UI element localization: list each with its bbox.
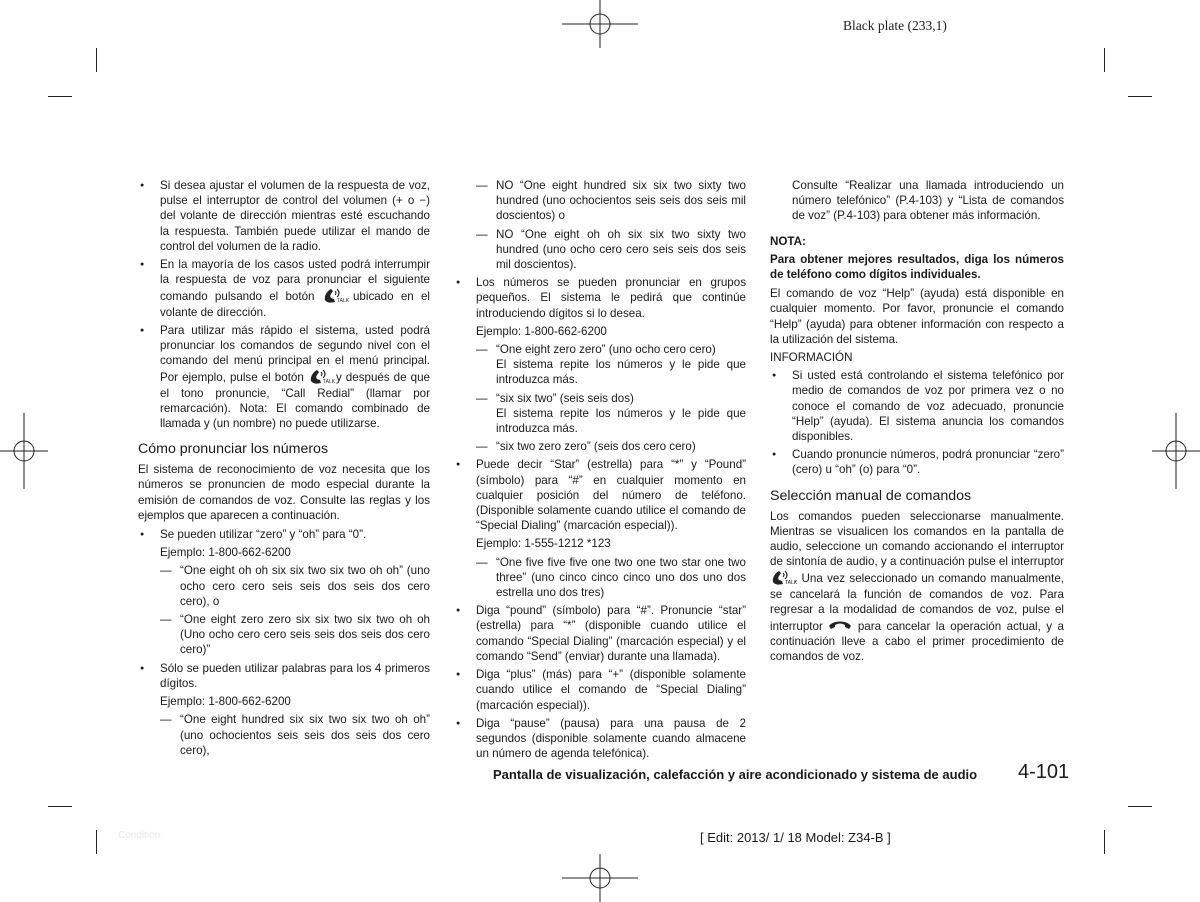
hang-up-phone-icon <box>828 617 852 633</box>
dash-item: — “One five five five one two one two star one two three” (uno cinco cinco cinco uno dos uno dos estrella uno dos tres) <box>476 555 746 600</box>
list-item: ● Sólo se pueden utilizar palabras para los 4 primeros dígitos. <box>138 661 430 691</box>
section-heading: Cómo pronunciar los números <box>138 441 329 458</box>
dash-item: — “six six two” (seis seis dos) El sistema repite los números y le pide que introduzca más. <box>476 391 746 436</box>
crop-mark-top-right-h <box>1128 96 1152 97</box>
footer-section-title: Pantalla de visualización, calefacción y aire acondicionado y sistema de audio <box>493 767 978 782</box>
dash-item: — “One eight zero zero six six two six two oh oh (Uno ocho cero cero seis seis dos seis dos cero cero)” <box>160 613 430 657</box>
crop-mark-bottom-right-v <box>1104 830 1105 854</box>
registration-mark-icon <box>0 413 48 489</box>
example-line: Ejemplo: 1-800-662-6200 <box>476 324 607 338</box>
list-item: ● Diga “pause” (pausa) para una pausa de 2 segundos (disponible solamente cuando almacene un número de agenda telefónica). <box>454 716 746 762</box>
crop-mark-top-left-v <box>96 48 97 72</box>
page-number: 4-101 <box>1018 761 1070 783</box>
example-line: Ejemplo: 1-800-662-6200 <box>160 695 291 709</box>
dash-item: — NO “One eight hundred six six two sixty two hundred (uno ochocientos seis seis dos seis mil doscientos) o <box>476 179 746 223</box>
crop-mark-bottom-right-h <box>1128 806 1152 807</box>
list-item: ● Si usted está controlando el sistema telefónico por medio de comandos de voz por primera vez o no conoce el comando de voz adecuado, pronuncie “Help” (ayuda). El sistema anuncia los comandos disponibles. <box>770 368 1064 444</box>
registration-mark-icon <box>562 0 638 48</box>
dash-item: — “One eight zero zero” (uno ocho cero cero) El sistema repite los números y le pide que introduzca más. <box>476 343 746 387</box>
list-item: ● Los números se pueden pronunciar en grupos pequeños. El sistema le pedirá que continúe introduciendo dígitos si lo desea. <box>454 275 746 321</box>
note-heading: NOTA: <box>770 234 806 248</box>
plate-label: Black plate (233,1) <box>843 18 947 33</box>
paragraph: Los comandos pueden seleccionarse manualmente. Mientras se visualicen los comandos en la pantalla de audio, seleccione un comando accionando el interruptor de sintonía de audio, y a continuación pulse el interruptor TALK . Una vez seleccionado un comando manualmente, se cancelará la función de comandos de voz. Para regresar a la modalidad de comandos de voz, pulse el interruptor para cancelar la operación actual, y a continuación lleve a cabo el primer procedimiento de comandos de voz. <box>770 509 1065 664</box>
list-item: ● Diga “plus” (más) para “+” (disponible solamente cuando utilice el comando de “Special Dialing” (marcación especial)). <box>454 667 746 713</box>
list-item: ● Puede decir “Star” (estrella) para “*” y “Pound” (símbolo) para “#” en cualquier momento en cualquier posición del número de teléfono. (Disponible solamente cuando utilice el comando de “Special Dialing” (marcación especial)). <box>454 457 746 533</box>
list-item: ● Para utilizar más rápido el sistema, usted podrá pronunciar los comandos de segundo nivel con el comando del menú principal en el menú principal. Por ejemplo, pulse el botón TALK y después de que el tono pronuncie, “Call Redial” (llamar por remarcación). Nota: El comando combinado de llamada y (un nombre) no puede utilizarse. <box>138 323 430 431</box>
dash-item: — “six two zero zero” (seis dos cero cero) <box>476 440 696 454</box>
list-item: ● En la mayoría de los casos usted podrá interrumpir la respuesta de voz para pronunciar el siguiente comando pulsando el botón TALK ubicado en el volante de dirección. <box>138 257 430 320</box>
paragraph: Consulte “Realizar una llamada introduciendo un número telefónico” (P.4-103) y “Lista de comandos de voz” (P.4-103) para obtener más información. <box>792 179 1064 223</box>
list-item: ● Diga “pound” (símbolo) para “#”. Pronuncie “star” (estrella) para “*” (disponible cuando utilice el comando “Special Dialing” (marcación especial) y el comando “Send” (enviar) durante una llamada). <box>454 603 746 664</box>
crop-mark-top-left-h <box>48 96 72 97</box>
example-line: Ejemplo: 1-800-662-6200 <box>160 546 291 560</box>
paragraph: El comando de voz “Help” (ayuda) está disponible en cualquier momento. Por favor, pronuncie el comando “Help” (ayuda) para obtener información con respecto a la utilización del sistema. <box>770 287 1064 346</box>
paragraph: El sistema de reconocimiento de voz necesita que los números se pronuncien de modo especial durante la emisión de comandos de voz. Consulte las reglas y los ejemplos que aparecen a continuación. <box>138 463 430 522</box>
list-item: ● Se pueden utilizar “zero” y “oh” para “0”. <box>138 527 430 542</box>
info-heading: INFORMACIÓN <box>770 351 853 365</box>
condition-label: Condition: <box>118 830 164 841</box>
column-2 <box>454 178 746 764</box>
svg-text:TALK: TALK <box>322 379 336 386</box>
column-3 <box>770 178 1064 665</box>
column-1 <box>138 178 430 761</box>
list-item: ● Si desea ajustar el volumen de la respuesta de voz, pulse el interruptor de control del volumen (+ o −) del volante de dirección mientras esté escuchando la respuesta. También puede utilizar el mando de control del volumen de la radio. <box>138 178 430 254</box>
crop-mark-bottom-left-v <box>96 830 97 854</box>
list-item: ● Cuando pronuncie números, podrá pronunciar “zero” (cero) u “oh” (o) para “0”. <box>770 447 1064 477</box>
dash-item: — “One eight hundred six six two six two oh oh” (uno ochocientos seis seis dos seis dos cero cero), <box>160 713 430 757</box>
dash-item: — NO “One eight oh oh six six two sixty two hundred (uno ocho cero cero seis seis dos seis mil doscientos). <box>476 227 746 272</box>
dash-item: — “One eight oh oh six six two six two oh oh” (uno ocho cero cero seis seis dos seis dos cero cero), o <box>160 564 430 608</box>
registration-mark-icon <box>562 854 638 902</box>
example-line: Ejemplo: 1-555-1212 *123 <box>476 537 611 551</box>
svg-text:TALK: TALK <box>336 298 349 305</box>
section-heading: Selección manual de comandos <box>770 487 972 504</box>
talk-switch-icon <box>770 569 798 587</box>
svg-text:TALK: TALK <box>785 580 798 587</box>
registration-mark-icon <box>1152 413 1200 489</box>
talk-switch-icon <box>322 287 349 305</box>
edit-info: [ Edit: 2013/ 1/ 18 Model: Z34-B ] <box>700 830 891 845</box>
crop-mark-top-right-v <box>1104 48 1105 72</box>
talk-switch-icon <box>308 368 336 386</box>
crop-mark-bottom-left-h <box>48 806 72 807</box>
note-body: Para obtener mejores resultados, diga los números de teléfono como dígitos individuales. <box>770 252 1064 282</box>
